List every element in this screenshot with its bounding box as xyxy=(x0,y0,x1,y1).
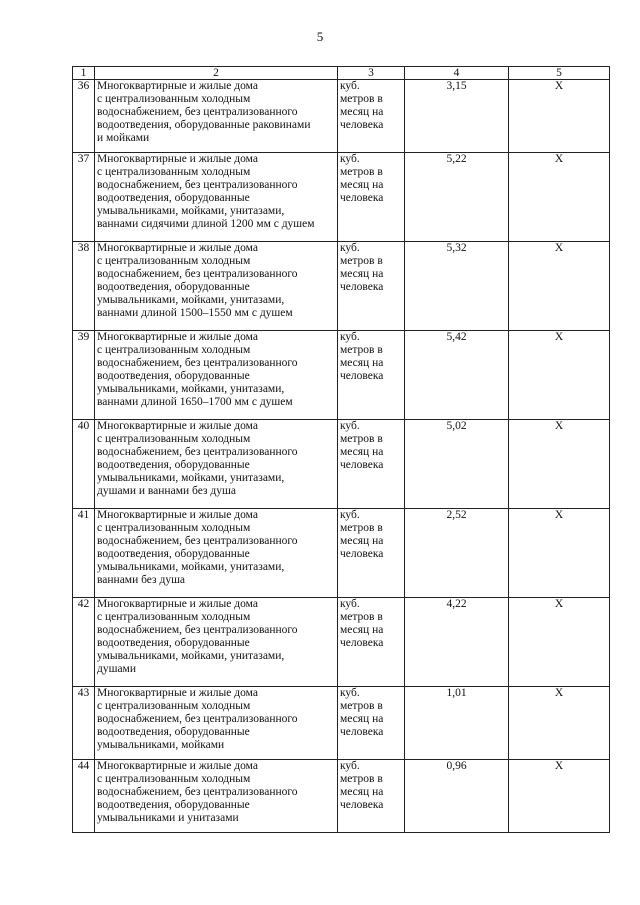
row-description: Многоквартирные и жилые дома с централизованным холодным водоснабжением, без централизованного водоотведения, оборудованные умывальниками, мойками, унитазами, ваннами длиной 1500–1550 мм с душем xyxy=(95,242,338,331)
row-value: 5,42 xyxy=(405,331,509,420)
row-number: 40 xyxy=(73,420,95,509)
row-mark: X xyxy=(509,331,610,420)
row-mark: X xyxy=(509,760,610,833)
row-value: 3,15 xyxy=(405,80,509,153)
row-description: Многоквартирные и жилые дома с централизованным холодным водоснабжением, без централизованного водоотведения, оборудованные умывальниками, мойками, унитазами, ваннами без душа xyxy=(95,509,338,598)
row-number: 42 xyxy=(73,598,95,687)
consumption-norms-table xyxy=(72,66,610,833)
row-unit: куб. метров в месяц на человека xyxy=(338,598,405,687)
row-value: 5,32 xyxy=(405,242,509,331)
table-row xyxy=(73,331,610,420)
column-header: 3 xyxy=(338,67,405,80)
table-row xyxy=(73,80,610,153)
row-unit: куб. метров в месяц на человека xyxy=(338,420,405,509)
table-row xyxy=(73,760,610,833)
row-description: Многоквартирные и жилые дома с централизованным холодным водоснабжением, без централизованного водоотведения, оборудованные умывальниками, мойками, унитазами, душами xyxy=(95,598,338,687)
row-value: 5,02 xyxy=(405,420,509,509)
column-header: 5 xyxy=(509,67,610,80)
row-description: Многоквартирные и жилые дома с централизованным холодным водоснабжением, без централизованного водоотведения, оборудованные умывальниками, мойками xyxy=(95,687,338,760)
column-header: 1 xyxy=(73,67,95,80)
row-unit: куб. метров в месяц на человека xyxy=(338,80,405,153)
table-row xyxy=(73,242,610,331)
row-value: 1,01 xyxy=(405,687,509,760)
row-description: Многоквартирные и жилые дома с централизованным холодным водоснабжением, без централизованного водоотведения, оборудованные раковинами и мойками xyxy=(95,80,338,153)
row-value: 0,96 xyxy=(405,760,509,833)
row-mark: X xyxy=(509,598,610,687)
table-row xyxy=(73,420,610,509)
row-mark: X xyxy=(509,687,610,760)
column-header: 2 xyxy=(95,67,338,80)
table-row xyxy=(73,598,610,687)
row-unit: куб. метров в месяц на человека xyxy=(338,331,405,420)
row-unit: куб. метров в месяц на человека xyxy=(338,509,405,598)
row-mark: X xyxy=(509,80,610,153)
row-mark: X xyxy=(509,242,610,331)
row-mark: X xyxy=(509,153,610,242)
row-description: Многоквартирные и жилые дома с централизованным холодным водоснабжением, без централизованного водоотведения, оборудованные умывальниками и унитазами xyxy=(95,760,338,833)
row-number: 39 xyxy=(73,331,95,420)
row-number: 36 xyxy=(73,80,95,153)
row-value: 5,22 xyxy=(405,153,509,242)
row-description: Многоквартирные и жилые дома с централизованным холодным водоснабжением, без централизованного водоотведения, оборудованные умывальниками, мойками, унитазами, ваннами сидячими длиной 1200 мм с душем xyxy=(95,153,338,242)
page-number: 5 xyxy=(316,29,324,44)
column-number-row xyxy=(73,67,610,80)
row-number: 43 xyxy=(73,687,95,760)
row-unit: куб. метров в месяц на человека xyxy=(338,153,405,242)
table-row xyxy=(73,687,610,760)
row-number: 37 xyxy=(73,153,95,242)
row-description: Многоквартирные и жилые дома с централизованным холодным водоснабжением, без централизованного водоотведения, оборудованные умывальниками, мойками, унитазами, душами и ваннами без душа xyxy=(95,420,338,509)
row-number: 44 xyxy=(73,760,95,833)
row-mark: X xyxy=(509,420,610,509)
row-unit: куб. метров в месяц на человека xyxy=(338,242,405,331)
column-header: 4 xyxy=(405,67,509,80)
row-unit: куб. метров в месяц на человека xyxy=(338,760,405,833)
row-value: 4,22 xyxy=(405,598,509,687)
table-row xyxy=(73,509,610,598)
row-number: 38 xyxy=(73,242,95,331)
row-description: Многоквартирные и жилые дома с централизованным холодным водоснабжением, без централизованного водоотведения, оборудованные умывальниками, мойками, унитазами, ваннами длиной 1650–1700 мм с душем xyxy=(95,331,338,420)
row-number: 41 xyxy=(73,509,95,598)
row-unit: куб. метров в месяц на человека xyxy=(338,687,405,760)
table-row xyxy=(73,153,610,242)
row-mark: X xyxy=(509,509,610,598)
row-value: 2,52 xyxy=(405,509,509,598)
